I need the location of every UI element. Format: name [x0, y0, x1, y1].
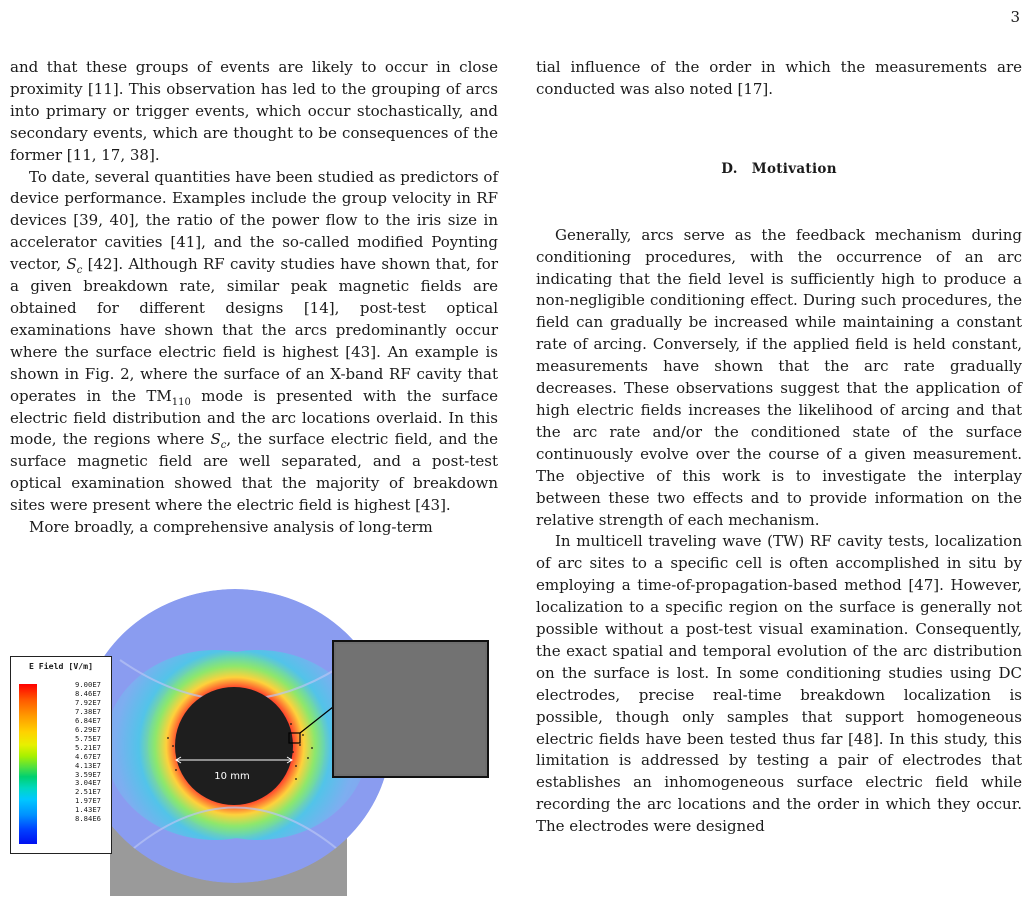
mode-subscript: 110: [171, 396, 191, 408]
paragraph: and that these groups of events are likely to occur in close proximity [11]. This observation has led to the grouping of arcs into primary or trigger events, which occur stochastically, and secondary events, which are thought to be consequences of the former [11, 17, 38].: [10, 58, 498, 164]
section-letter: D.: [721, 160, 738, 177]
legend-tick: 7.38E7: [75, 706, 101, 716]
legend-tick: 1.97E7: [75, 796, 101, 806]
page-number: 3: [1010, 8, 1020, 26]
paragraph: In multicell traveling wave (TW) RF cavity tests, localization of arc sites to a specific cell is often accomplished in situ by employing a time-of-propagation-based method [47]. However, localization to a specific region on the surface is generally not possible without a post-test visual examination. Consequently, the exact spatial and temporal evolution of the arc distribution on the surface is lost. In some conditioning studies using DC electrodes, precise real-time breakdown localization is possible, though only samples that support homogeneous electric fields have been tested thus far [48]. In this study, this limitation is addressed by testing a pair of electrodes that establishes an inhomogeneous surface electric field while recording the arc locations and the order in which they occur. The electrodes were designed: [536, 532, 1022, 836]
legend-tick: 1.43E7: [75, 805, 101, 815]
math-symbol: S: [66, 255, 77, 274]
inset-texture: [336, 644, 485, 774]
scale-bar-label: 10 mm: [214, 771, 250, 782]
legend-tick: 4.13E7: [75, 760, 101, 770]
legend-tick: 3.59E7: [75, 769, 101, 779]
legend-tick: 3.04E7: [75, 778, 101, 788]
paragraph: More broadly, a comprehensive analysis of long-term: [29, 518, 433, 537]
colorbar-legend: [10, 656, 112, 854]
legend-colorbar: [19, 684, 37, 844]
math-subscript-text: c: [76, 265, 83, 277]
math-symbol: S: [210, 430, 221, 449]
legend-tick: 8.84E6: [75, 814, 101, 824]
text-run: To date, several quantities have been studied as predictors of device performance. Examples include the group velocity in RF devices [39, 40], the ratio of the power flow to the iris size in accelerator cavities [41], and the so-called modified Poynting vector,: [10, 167, 498, 274]
legend-tick: 4.67E7: [75, 751, 101, 761]
legend-tick: 6.84E7: [75, 715, 101, 725]
math-subscript-text: c: [220, 440, 227, 452]
paragraph: Generally, arcs serve as the feedback mechanism during conditioning procedures, with the occurrence of an arc indicating that the field level is sufficiently high to produce a non-negligible conditioning effect. During such procedures, the field can gradually be increased while maintaining a constant rate of arcing. Conversely, if the applied field is held constant, measurements have shown that the arc rate gradually decreases. These observations suggest that the application of high electric fields increases the likelihood of arcing and that the arc rate and/or the conditioned state of the surface continuously evolve over the course of a given measurement. The objective of this work is to investigate the interplay between these two effects and to provide information on the relative strength of each mechanism.: [536, 225, 1022, 529]
text-run: mode is presented with the surface electric field distribution and the arc locations overlaid. In this mode, the regions where: [10, 386, 499, 449]
legend-tick: 6.29E7: [75, 724, 101, 734]
legend-tick: 9.00E7: [75, 680, 101, 689]
legend-tick: 5.21E7: [75, 742, 101, 752]
legend-tick: 8.46E7: [75, 688, 101, 698]
center-disk: [175, 687, 293, 805]
legend-title: E Field [V/m]: [28, 661, 94, 671]
text-run: [42]. Although RF cavity studies have shown that, for a given breakdown rate, similar peak magnetic fields are obtained for different designs [14], post-test optical examinations have shown that the arcs predominantly occur where the surface electric field is highest [43]. An example is shown in Fig. 2, where the surface of an X-band RF cavity that operates in the TM: [10, 255, 498, 405]
legend-ticks: [41, 681, 101, 824]
section-title: Motivation: [751, 160, 837, 177]
legend-tick: 7.92E7: [75, 697, 101, 707]
legend-tick: 5.75E7: [75, 733, 101, 743]
legend-tick: 2.51E7: [75, 787, 101, 797]
text-run: , the surface electric field, and the surface magnetic field are well separated, and a post-test optical examination showed that the majority of breakdown sites were present where the electric field is highest [43].: [10, 430, 498, 515]
paragraph: tial influence of the order in which the measurements are conducted was also noted [17].: [536, 58, 1022, 98]
